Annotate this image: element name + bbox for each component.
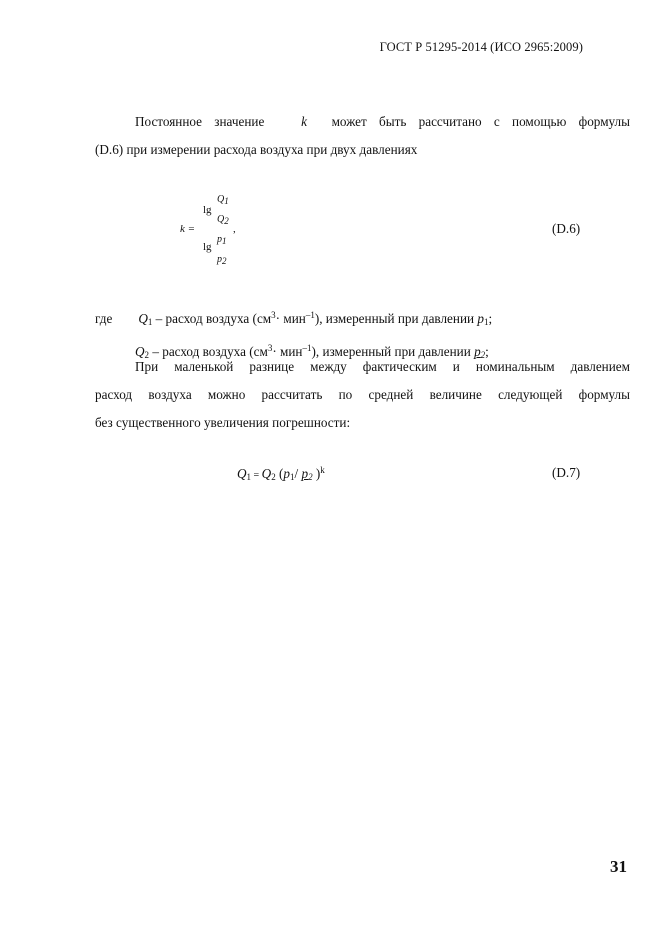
document-header: ГОСТ Р 51295-2014 (ИСО 2965:2009) (379, 40, 583, 54)
intro-line-1 (95, 108, 630, 136)
formula-d7-q2: Q (261, 466, 272, 481)
formula-d6-q1: $Q_1$ (217, 194, 229, 206)
para2-line-2: расход воздуха можно рассчитать по средней величине следующей формулы (95, 387, 630, 402)
where-q2-text-a: – расход воздуха (см (149, 344, 268, 359)
intro-paragraph (95, 108, 630, 164)
where-q2-sup2: –1 (302, 343, 312, 353)
where-q1-sup2: –1 (305, 310, 315, 320)
para2-line-3: без существенного увеличения погрешности: (95, 415, 351, 430)
where-q1-text-b: · мин (275, 311, 306, 326)
formula-d6-q2: $Q_2$ (217, 214, 229, 226)
formula-d6-label: (D.6) (552, 221, 581, 236)
where-q2-var: Q (135, 344, 145, 359)
where-q1-text-a: – расход воздуха (см (152, 311, 272, 326)
where-q2-end: ; (485, 344, 489, 359)
paragraph-2 (95, 353, 630, 437)
formula-d7-eq: = (251, 470, 262, 481)
where-q1-var: Q (138, 311, 148, 326)
where-lead: где (95, 311, 113, 326)
where-q1-sup: 3 (271, 310, 276, 320)
para2-line-1: При маленькой разнице между фактическим и номинальным давлением (135, 359, 630, 374)
where-q2-sub: 2 (144, 350, 150, 360)
intro-text-before-k: Постоянное значение (135, 114, 265, 129)
formula-d7-p1: p (283, 466, 290, 481)
variable-k: k (301, 114, 308, 129)
where-q2-text-c: ), измеренный при давлении (311, 344, 475, 359)
formula-d7-open: ( (275, 466, 284, 481)
formula-d7-slash: / (294, 466, 302, 481)
where-line-q1 (95, 301, 630, 336)
formula-d6-lhs: k = (180, 223, 196, 235)
formula-d7-close: ) (312, 466, 321, 481)
where-q1-end: ; (488, 311, 493, 326)
formula-d6-lg-top: lg (203, 204, 212, 216)
formula-d7-p1-sub: 1 (290, 472, 295, 482)
formula-d6-comma: , (233, 223, 236, 235)
formula-d7 (237, 465, 325, 482)
formula-d7-q2-sub: 2 (271, 472, 276, 482)
page-number: 31 (610, 857, 627, 876)
formula-d7-exponent: k (320, 465, 325, 475)
formula-d6-p2: $p_2$ (217, 254, 227, 266)
formula-d6-lg-bottom: lg (203, 241, 212, 253)
where-q1-sub: 1 (147, 317, 153, 327)
formula-d7-p2-underlined: $p_2$ (301, 466, 313, 482)
intro-text-after-k: может быть рассчитано с помощью формулы (331, 114, 630, 129)
where-q2-text-b: · мин (272, 344, 303, 359)
where-q1-p-sub: 1 (483, 317, 489, 327)
where-q1-p: p (477, 311, 484, 326)
formula-d6-p1: $p_1$ (217, 234, 227, 246)
formula-d7-label: (D.7) (552, 465, 581, 480)
intro-line-2: (D.6) при измерении расхода воздуха при двух давлениях (95, 142, 418, 157)
where-q2-sup: 3 (267, 343, 273, 353)
formula-d7-q1: Q (237, 466, 247, 481)
formula-d7-q1-sub: 1 (246, 472, 252, 482)
formula-d6 (180, 192, 300, 272)
where-q1-text-c: ), измеренный при давлении (314, 311, 478, 326)
where-q2-p-underlined: $p_2$ (474, 344, 486, 360)
